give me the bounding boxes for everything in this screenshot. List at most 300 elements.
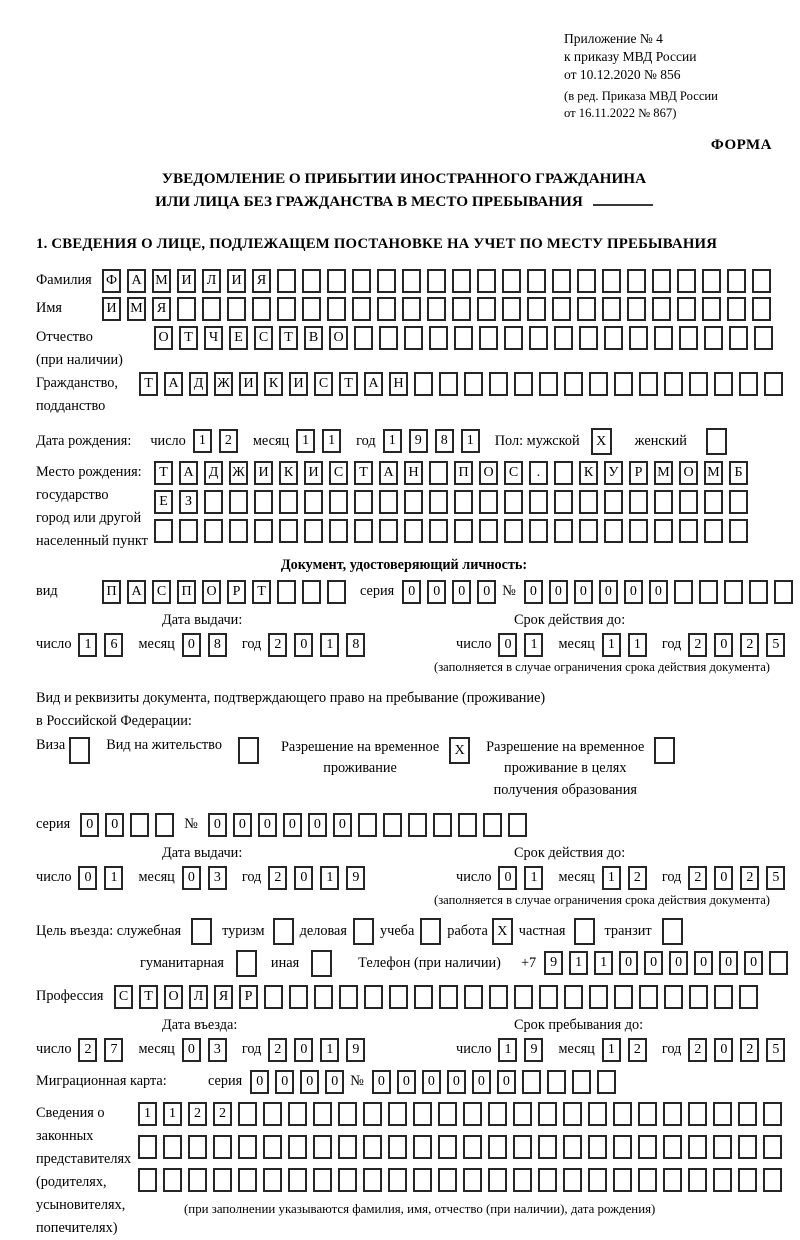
patronymic-boxes-cell-24 [729, 326, 748, 350]
stay-day-boxes-cell-2: 9 [524, 1038, 543, 1062]
permit-number-boxes-cell-11 [458, 813, 477, 837]
id-series-boxes-cell-3: 0 [452, 580, 471, 604]
permit-series-boxes [80, 813, 180, 837]
stay-year-boxes [688, 1038, 792, 1062]
purpose-other-label: иная [270, 954, 300, 971]
id-doc-type-boxes-cell-4: П [177, 580, 196, 604]
birth-day-boxes [193, 429, 245, 453]
representatives-boxes-line2-cell-14 [463, 1135, 482, 1159]
representatives-boxes-line3-cell-17 [538, 1168, 557, 1192]
representatives-boxes-line1-cell-3: 2 [188, 1102, 207, 1126]
stay-year-boxes-cell-3: 2 [740, 1038, 759, 1062]
citizenship-boxes-cell-19 [589, 372, 608, 396]
entry-year-boxes-cell-4: 9 [346, 1038, 365, 1062]
id-doc-type-boxes-cell-1: П [102, 580, 121, 604]
birthplace-boxes-line1-cell-1: Т [154, 461, 173, 485]
birthplace-boxes-line2-cell-18 [579, 490, 598, 514]
given-name-boxes-cell-22 [627, 297, 646, 321]
representatives-boxes-line3-cell-21 [638, 1168, 657, 1192]
birthplace-boxes-line1-cell-5: И [254, 461, 273, 485]
profession-boxes-cell-24 [689, 985, 708, 1009]
representatives-boxes-line2-cell-4 [213, 1135, 232, 1159]
representatives-boxes-line3-cell-9 [338, 1168, 357, 1192]
representatives-boxes-line1-cell-21 [638, 1102, 657, 1126]
migration-series-boxes-cell-1: 0 [250, 1070, 269, 1094]
birthplace-boxes-line3-cell-10 [379, 519, 398, 543]
id-number-boxes-cell-2: 0 [549, 580, 568, 604]
permit-number-boxes-cell-12 [483, 813, 502, 837]
birthplace-boxes-line3-cell-13 [454, 519, 473, 543]
birthplace-boxes-line1-cell-11: Н [404, 461, 423, 485]
profession-boxes-cell-19 [564, 985, 583, 1009]
surname-boxes-cell-6: И [227, 269, 246, 293]
profession-boxes [114, 985, 764, 1009]
representatives-boxes-line2-cell-13 [438, 1135, 457, 1159]
citizenship-boxes-cell-7: И [289, 372, 308, 396]
temp-residence-edu-label-line2: проживание в целях [504, 760, 627, 777]
permit-issue-month-boxes-cell-1: 0 [182, 866, 201, 890]
patronymic-boxes-cell-5: С [254, 326, 273, 350]
reference-line-2: к приказу МВД России [564, 48, 697, 64]
permit-number-boxes-cell-7 [358, 813, 377, 837]
birthplace-boxes-line3-cell-19 [604, 519, 623, 543]
temp-residence-checkbox [449, 737, 476, 764]
migration-number-boxes-cell-9 [572, 1070, 591, 1094]
profession-boxes-cell-5: Я [214, 985, 233, 1009]
birthplace-boxes-column [154, 461, 754, 543]
surname-boxes-cell-21 [602, 269, 621, 293]
permit-number-boxes-cell-2: 0 [233, 813, 252, 837]
birthplace-boxes-line2-cell-20 [629, 490, 648, 514]
birthplace-boxes-line2-cell-14 [479, 490, 498, 514]
migration-number-boxes-cell-3: 0 [422, 1070, 441, 1094]
birthplace-boxes-line2-cell-19 [604, 490, 623, 514]
citizenship-boxes-cell-5: И [239, 372, 258, 396]
reference-line-1: Приложение № 4 [564, 31, 663, 46]
month-label: месяц [138, 1041, 175, 1058]
representatives-boxes-line1 [138, 1102, 788, 1126]
temp-residence-edu-label [486, 737, 644, 801]
id-issue-date-caption: Дата выдачи: [162, 611, 243, 628]
birthplace-boxes-line2-cell-17 [554, 490, 573, 514]
permit-expiry-day-boxes [498, 866, 550, 890]
patronymic-boxes-cell-4: Е [229, 326, 248, 350]
profession-row [36, 985, 772, 1009]
citizenship-boxes-cell-17 [539, 372, 558, 396]
surname-boxes-cell-19 [552, 269, 571, 293]
birthplace-boxes-line2-cell-11 [404, 490, 423, 514]
id-expiry-month-boxes-cell-1: 1 [602, 633, 621, 657]
patronymic-boxes-cell-8: О [329, 326, 348, 350]
representatives-boxes-line1-cell-20 [613, 1102, 632, 1126]
representatives-boxes-line1-cell-1: 1 [138, 1102, 157, 1126]
birthplace-boxes-line1-cell-19: У [604, 461, 623, 485]
birthplace-boxes-line1-cell-24: Б [729, 461, 748, 485]
profession-boxes-cell-10 [339, 985, 358, 1009]
birthplace-boxes-line3-cell-16 [529, 519, 548, 543]
representatives-boxes-line3-cell-11 [388, 1168, 407, 1192]
birthplace-boxes-line3-cell-9 [354, 519, 373, 543]
given-name-boxes-cell-19 [552, 297, 571, 321]
citizenship-boxes-cell-15 [489, 372, 508, 396]
birthplace-boxes-line3-cell-14 [479, 519, 498, 543]
patronymic-boxes-cell-9 [354, 326, 373, 350]
purpose-study-checkbox [420, 918, 447, 945]
reference-line-5: от 16.11.2022 № 867) [564, 105, 677, 120]
day-label: число [456, 1041, 492, 1058]
purpose-study-checkbox-cell-1 [420, 918, 441, 945]
birthplace-boxes-line3-cell-17 [554, 519, 573, 543]
form-title-line2-text: ИЛИ ЛИЦА БЕЗ ГРАЖДАНСТВА В МЕСТО ПРЕБЫВАНИЯ [155, 193, 583, 211]
permit-intro-line1: Вид и реквизиты документа, подтверждающего право на пребывание (проживание) [36, 689, 546, 706]
permit-issue-day-boxes [78, 866, 130, 890]
form-label: ФОРМА [710, 137, 772, 154]
profession-boxes-cell-3: О [164, 985, 183, 1009]
id-expiry-note: (заполняется в случае ограничения срока действия документа) [434, 659, 770, 674]
migration-number-sign: № [350, 1073, 364, 1090]
surname-boxes-cell-12 [377, 269, 396, 293]
patronymic-boxes-cell-12 [429, 326, 448, 350]
patronymic-boxes-cell-21 [654, 326, 673, 350]
citizenship-boxes-cell-11: Н [389, 372, 408, 396]
month-label: месяц [558, 1041, 595, 1058]
month-label: месяц [558, 636, 595, 653]
patronymic-boxes-cell-3: Ч [204, 326, 223, 350]
id-doc-type-boxes-cell-2: А [127, 580, 146, 604]
profession-boxes-cell-22 [639, 985, 658, 1009]
purpose-private-checkbox-cell-1 [574, 918, 595, 945]
given-name-boxes-cell-13 [402, 297, 421, 321]
entry-day-boxes [78, 1038, 130, 1062]
representatives-label-line6: попечителях) [36, 1219, 118, 1236]
birth-year-boxes-cell-2: 9 [409, 429, 428, 453]
representatives-note: (при заполнении указываются фамилия, имя, отчество (при наличии), дата рождения) [184, 1201, 656, 1216]
birthplace-boxes-line1-cell-14: О [479, 461, 498, 485]
patronymic-boxes-cell-19 [604, 326, 623, 350]
id-expiry-date-row [456, 633, 800, 657]
stay-month-boxes-cell-2: 2 [628, 1038, 647, 1062]
representatives-boxes-line3-cell-4 [213, 1168, 232, 1192]
id-expiry-year-boxes [688, 633, 792, 657]
representatives-boxes-line2-cell-12 [413, 1135, 432, 1159]
birthplace-boxes-line2-cell-21 [654, 490, 673, 514]
given-name-boxes-cell-9 [302, 297, 321, 321]
birthplace-boxes-line2-cell-10 [379, 490, 398, 514]
given-name-boxes-cell-3: Я [152, 297, 171, 321]
patronymic-boxes-cell-25 [754, 326, 773, 350]
representatives-boxes-line2-cell-5 [238, 1135, 257, 1159]
id-doc-type-boxes-cell-8 [277, 580, 296, 604]
surname-boxes-cell-13 [402, 269, 421, 293]
citizenship-boxes-cell-24 [714, 372, 733, 396]
id-issue-day-boxes [78, 633, 130, 657]
sex-female-checkbox-cell-1 [706, 428, 727, 455]
birthplace-boxes-line1-cell-6: К [279, 461, 298, 485]
profession-boxes-cell-7 [264, 985, 283, 1009]
citizenship-boxes [139, 372, 789, 396]
permit-number-boxes [208, 813, 533, 837]
migration-number-boxes-cell-5: 0 [472, 1070, 491, 1094]
entry-month-boxes-cell-1: 0 [182, 1038, 201, 1062]
representatives-boxes-line3-cell-15 [488, 1168, 507, 1192]
temp-residence-edu-label-line3: получения образования [493, 781, 637, 798]
representatives-boxes-line3-cell-6 [263, 1168, 282, 1192]
migration-card-row [36, 1070, 772, 1094]
permit-expiry-month-boxes [602, 866, 654, 890]
citizenship-boxes-cell-14 [464, 372, 483, 396]
stay-until-caption: Срок пребывания до: [514, 1016, 644, 1033]
month-label: месяц [138, 636, 175, 653]
representatives-boxes-line3-cell-26 [763, 1168, 782, 1192]
purpose-business-label: деловая [299, 922, 347, 939]
profession-boxes-cell-21 [614, 985, 633, 1009]
migration-number-boxes-cell-7 [522, 1070, 541, 1094]
id-series-boxes-cell-4: 0 [477, 580, 496, 604]
id-number-boxes-cell-4: 0 [599, 580, 618, 604]
birth-month-boxes-cell-2: 1 [322, 429, 341, 453]
patronymic-boxes-cell-2: Т [179, 326, 198, 350]
patronymic-boxes-cell-18 [579, 326, 598, 350]
entry-date-caption: Дата въезда: [162, 1016, 238, 1033]
birthplace-boxes-line1-cell-3: Д [204, 461, 223, 485]
entry-date-block [36, 1017, 434, 1062]
citizenship-boxes-cell-1: Т [139, 372, 158, 396]
permit-number-boxes-cell-5: 0 [308, 813, 327, 837]
phone-boxes-cell-7: 0 [694, 951, 713, 975]
permit-expiry-year-boxes-cell-2: 0 [714, 866, 733, 890]
citizenship-boxes-cell-18 [564, 372, 583, 396]
id-number-boxes-cell-7 [674, 580, 693, 604]
representatives-boxes-line2-cell-26 [763, 1135, 782, 1159]
permit-expiry-day-boxes-cell-1: 0 [498, 866, 517, 890]
residence-permit-checkbox-cell-1 [238, 737, 259, 764]
citizenship-label-line1: Гражданство, [36, 374, 118, 391]
phone-boxes-cell-3: 1 [594, 951, 613, 975]
given-name-boxes-cell-17 [502, 297, 521, 321]
id-number-boxes-cell-3: 0 [574, 580, 593, 604]
representatives-boxes-line3-cell-12 [413, 1168, 432, 1192]
surname-boxes-cell-3: М [152, 269, 171, 293]
id-issue-year-boxes-cell-4: 8 [346, 633, 365, 657]
citizenship-boxes-cell-21 [639, 372, 658, 396]
given-name-boxes-cell-11 [352, 297, 371, 321]
surname-boxes-cell-24 [677, 269, 696, 293]
temp-residence-edu-label-line1: Разрешение на временное [486, 738, 645, 755]
phone-boxes-cell-8: 0 [719, 951, 738, 975]
surname-boxes-cell-23 [652, 269, 671, 293]
purpose-tourism-label: туризм [222, 922, 265, 939]
birthplace-boxes-line2-cell-15 [504, 490, 523, 514]
birthplace-label-line1: Место рождения: [36, 463, 142, 480]
patronymic-label-line2: (при наличии) [36, 351, 123, 368]
month-label: месяц [558, 869, 595, 886]
given-name-boxes-cell-12 [377, 297, 396, 321]
representatives-boxes-line1-cell-19 [588, 1102, 607, 1126]
id-expiry-year-boxes-cell-3: 2 [740, 633, 759, 657]
id-doc-type-boxes-cell-5: О [202, 580, 221, 604]
representatives-boxes-line1-cell-4: 2 [213, 1102, 232, 1126]
purpose-work-checkbox-cell-1: X [492, 918, 513, 945]
birth-day-boxes-cell-1: 1 [193, 429, 212, 453]
entry-day-boxes-cell-1: 2 [78, 1038, 97, 1062]
birthplace-boxes-line3-cell-4 [229, 519, 248, 543]
representatives-boxes-line3-cell-8 [313, 1168, 332, 1192]
patronymic-boxes-cell-14 [479, 326, 498, 350]
representatives-boxes-line1-cell-5 [238, 1102, 257, 1126]
given-name-boxes-cell-2: М [127, 297, 146, 321]
entry-year-boxes-cell-2: 0 [294, 1038, 313, 1062]
profession-boxes-cell-23 [664, 985, 683, 1009]
permit-series-row [36, 813, 772, 837]
birthplace-boxes-line2 [154, 490, 754, 514]
birthplace-boxes-line2-cell-8 [329, 490, 348, 514]
citizenship-boxes-cell-8: С [314, 372, 333, 396]
patronymic-row [36, 326, 772, 372]
sex-male-checkbox [591, 428, 619, 455]
birthplace-section [36, 461, 772, 553]
purpose-humanitarian-checkbox-cell-1 [236, 950, 257, 977]
representatives-boxes-line2-cell-10 [363, 1135, 382, 1159]
permit-expiry-year-boxes-cell-4: 5 [766, 866, 785, 890]
profession-boxes-cell-1: С [114, 985, 133, 1009]
given-name-boxes-cell-4 [177, 297, 196, 321]
id-doc-type-boxes-cell-10 [327, 580, 346, 604]
given-name-boxes-cell-15 [452, 297, 471, 321]
representatives-boxes-line1-cell-12 [413, 1102, 432, 1126]
birthplace-boxes-line3-cell-7 [304, 519, 323, 543]
temp-residence-label [281, 737, 439, 780]
representatives-boxes-line2-cell-9 [338, 1135, 357, 1159]
birthplace-boxes-line1-cell-10: А [379, 461, 398, 485]
representatives-boxes-line2-cell-11 [388, 1135, 407, 1159]
purpose-private-checkbox [574, 918, 601, 945]
representatives-boxes-line1-cell-18 [563, 1102, 582, 1126]
id-number-boxes-cell-6: 0 [649, 580, 668, 604]
birthplace-boxes-line1-cell-21: М [654, 461, 673, 485]
representatives-boxes-line2-cell-20 [613, 1135, 632, 1159]
permit-number-boxes-cell-4: 0 [283, 813, 302, 837]
representatives-boxes-line3-cell-18 [563, 1168, 582, 1192]
representatives-boxes-line2-cell-1 [138, 1135, 157, 1159]
representatives-boxes-line1-cell-15 [488, 1102, 507, 1126]
birthplace-label-line2: государство [36, 486, 109, 503]
birthplace-boxes-line1-cell-16: . [529, 461, 548, 485]
year-label: год [661, 1041, 682, 1058]
representatives-boxes-line2-cell-6 [263, 1135, 282, 1159]
birthplace-boxes-line3-cell-15 [504, 519, 523, 543]
purpose-transit-checkbox-cell-1 [662, 918, 683, 945]
representatives-boxes-line1-cell-17 [538, 1102, 557, 1126]
citizenship-boxes-cell-4: Ж [214, 372, 233, 396]
phone-boxes [544, 951, 794, 975]
year-label: год [661, 636, 682, 653]
birth-month-boxes-cell-1: 1 [296, 429, 315, 453]
patronymic-boxes-cell-13 [454, 326, 473, 350]
profession-boxes-cell-17 [514, 985, 533, 1009]
citizenship-boxes-cell-6: К [264, 372, 283, 396]
birthplace-boxes-line2-cell-13 [454, 490, 473, 514]
birthplace-boxes-line1-cell-22: О [679, 461, 698, 485]
sex-male-label: Пол: мужской [494, 432, 580, 449]
patronymic-boxes-cell-15 [504, 326, 523, 350]
day-label: число [36, 636, 72, 653]
representatives-boxes-line2-cell-24 [713, 1135, 732, 1159]
representatives-boxes-line3-cell-24 [713, 1168, 732, 1192]
birthplace-boxes-line3-cell-24 [729, 519, 748, 543]
given-name-boxes-cell-25 [702, 297, 721, 321]
phone-boxes-cell-5: 0 [644, 951, 663, 975]
given-name-boxes-cell-14 [427, 297, 446, 321]
surname-boxes-cell-14 [427, 269, 446, 293]
reference-line-4: (в ред. Приказа МВД России [564, 88, 718, 103]
patronymic-boxes-cell-10 [379, 326, 398, 350]
section1-heading: 1. СВЕДЕНИЯ О ЛИЦЕ, ПОДЛЕЖАЩЕМ ПОСТАНОВКЕ НА УЧЕТ ПО МЕСТУ ПРЕБЫВАНИЯ [36, 235, 718, 252]
id-doc-type-boxes [102, 580, 352, 604]
given-name-boxes-cell-24 [677, 297, 696, 321]
id-number-boxes-cell-9 [724, 580, 743, 604]
purpose-humanitarian-label: гуманитарная [140, 954, 224, 971]
birth-year-boxes-cell-3: 8 [435, 429, 454, 453]
purpose-private-label: частная [518, 922, 566, 939]
permit-issue-year-boxes-cell-1: 2 [268, 866, 287, 890]
purpose-transit-label: транзит [604, 922, 652, 939]
id-issue-year-boxes-cell-2: 0 [294, 633, 313, 657]
id-doc-type-boxes-cell-6: Р [227, 580, 246, 604]
day-label: число [36, 1041, 72, 1058]
representatives-boxes-line1-cell-6 [263, 1102, 282, 1126]
surname-boxes-cell-17 [502, 269, 521, 293]
surname-boxes-cell-5: Л [202, 269, 221, 293]
birthplace-boxes-line3-cell-5 [254, 519, 273, 543]
representatives-boxes-line2-cell-8 [313, 1135, 332, 1159]
id-doc-type-boxes-cell-7: Т [252, 580, 271, 604]
given-name-label: Имя [36, 300, 62, 317]
birthplace-boxes-line2-cell-12 [429, 490, 448, 514]
stay-year-boxes-cell-2: 0 [714, 1038, 733, 1062]
representatives-boxes-line3-cell-16 [513, 1168, 532, 1192]
surname-boxes-cell-1: Ф [102, 269, 121, 293]
representatives-boxes-line1-cell-9 [338, 1102, 357, 1126]
title-blank-underline [593, 191, 653, 206]
representatives-boxes-line1-cell-26 [763, 1102, 782, 1126]
form-title-line1: УВЕДОМЛЕНИЕ О ПРИБЫТИИ ИНОСТРАННОГО ГРАЖДАНИНА [161, 170, 647, 188]
day-label: число [456, 869, 492, 886]
id-issue-month-boxes [182, 633, 234, 657]
id-expiry-day-boxes-cell-1: 0 [498, 633, 517, 657]
birthplace-boxes-line3-cell-22 [679, 519, 698, 543]
patronymic-boxes-cell-6: Т [279, 326, 298, 350]
birthplace-boxes-line2-cell-7 [304, 490, 323, 514]
birthplace-boxes-line3-cell-1 [154, 519, 173, 543]
visa-checkbox [69, 737, 96, 764]
sex-male-checkbox-cell-1: X [591, 428, 612, 455]
representatives-boxes-line2-cell-17 [538, 1135, 557, 1159]
representatives-boxes-line3-cell-14 [463, 1168, 482, 1192]
patronymic-boxes-cell-7: В [304, 326, 323, 350]
year-label: год [241, 869, 262, 886]
surname-boxes-cell-16 [477, 269, 496, 293]
migration-series-boxes-cell-2: 0 [275, 1070, 294, 1094]
id-issue-year-boxes-cell-1: 2 [268, 633, 287, 657]
birthplace-boxes-line3-cell-11 [404, 519, 423, 543]
representatives-boxes-line1-cell-7 [288, 1102, 307, 1126]
birthplace-boxes-line3-cell-8 [329, 519, 348, 543]
patronymic-boxes-cell-1: О [154, 326, 173, 350]
permit-issue-month-boxes [182, 866, 234, 890]
citizenship-boxes-cell-13 [439, 372, 458, 396]
profession-boxes-cell-4: Л [189, 985, 208, 1009]
given-name-row [36, 297, 772, 321]
